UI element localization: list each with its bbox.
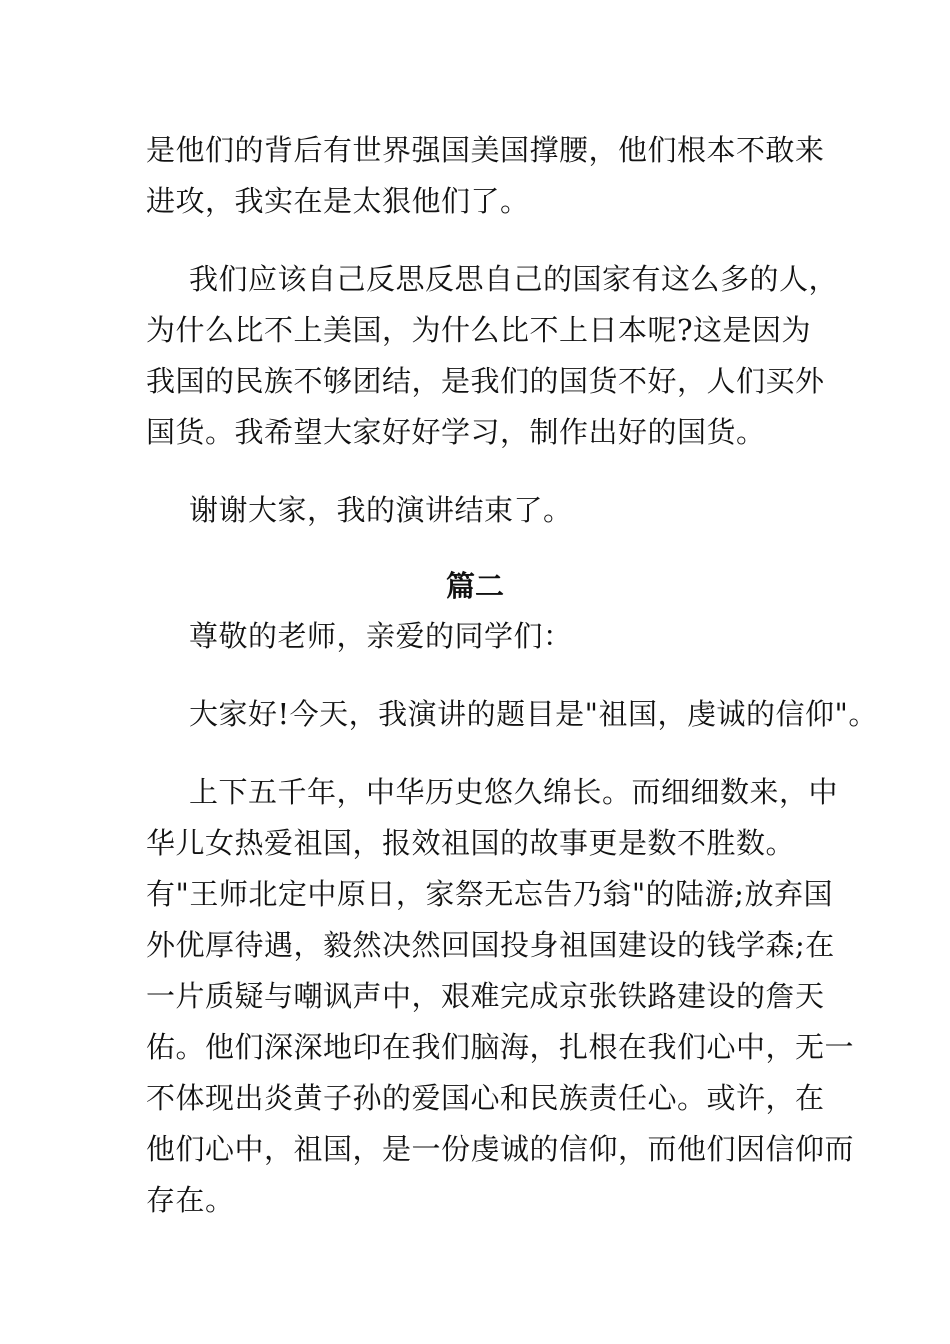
paragraph-line: 上下五千年，中华历史悠久绵长。而细细数来，中 [189, 775, 839, 809]
paragraph-line: 佑。他们深深地印在我们脑海，扎根在我们心中，无一 [146, 1030, 855, 1064]
paragraph-line: 谢谢大家，我的演讲结束了。 [189, 493, 573, 527]
section-title: 篇二 [445, 569, 504, 603]
paragraph-line: 我们应该自己反思反思自己的国家有这么多的人， [189, 262, 839, 296]
paragraph-line: 为什么比不上美国，为什么比不上日本呢?这是因为 [146, 313, 812, 347]
paragraph-line: 进攻，我实在是太狠他们了。 [146, 184, 530, 218]
paragraph-line: 不体现出炎黄子孙的爱国心和民族责任心。或许，在 [146, 1081, 825, 1115]
paragraph-line: 有"王师北定中原日，家祭无忘告乃翁"的陆游;放弃国 [146, 877, 833, 911]
paragraph-line: 大家好!今天，我演讲的题目是"祖国，虔诚的信仰"。 [189, 697, 878, 731]
paragraph-line: 是他们的背后有世界强国美国撑腰，他们根本不敢来 [146, 133, 825, 167]
paragraph-line: 存在。 [146, 1183, 235, 1217]
paragraph-line: 他们心中，祖国，是一份虔诚的信仰，而他们因信仰而 [146, 1132, 855, 1166]
paragraph-line: 尊敬的老师，亲爱的同学们： [189, 619, 573, 653]
paragraph-line: 我国的民族不够团结，是我们的国货不好，人们买外 [146, 364, 825, 398]
paragraph-line: 外优厚待遇，毅然决然回国投身祖国建设的钱学森;在 [146, 928, 835, 962]
paragraph-line: 华儿女热爱祖国，报效祖国的故事更是数不胜数。 [146, 826, 796, 860]
paragraph-line: 一片质疑与嘲讽声中，艰难完成京张铁路建设的詹天 [146, 979, 825, 1013]
paragraph-line: 国货。我希望大家好好学习，制作出好的国货。 [146, 415, 766, 449]
